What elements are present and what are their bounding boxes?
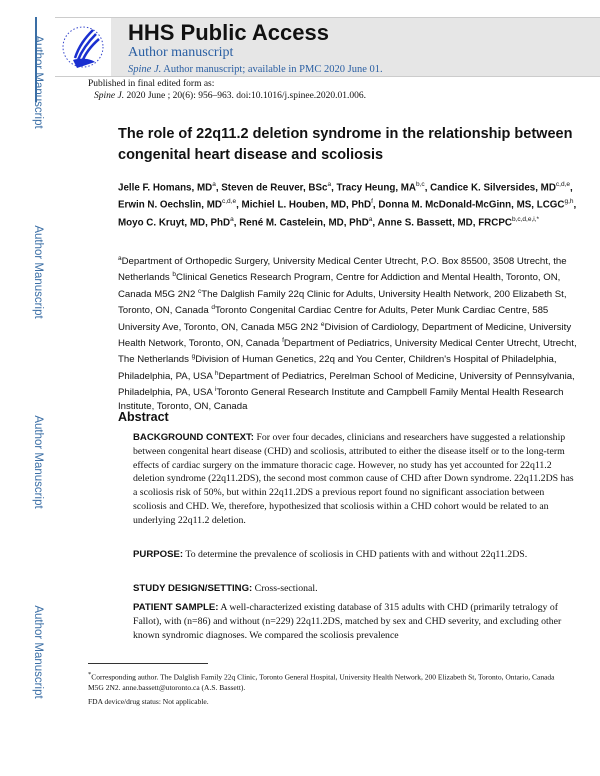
side-label: Author Manuscript — [32, 225, 44, 319]
affiliation: Division of Human Genetics, 22q and You Center, Children's Hospital of Philadelphia, Philadelphia, PA, USA — [118, 354, 557, 382]
author: Candice K. Silversides, MD — [430, 182, 556, 194]
author: Tracy Heung, MA — [336, 182, 417, 194]
affiliation: Department of Orthopedic Surgery, University Medical Center Utrecht, P.O. Box 85500, 3508 Utrecht, the Netherlands — [118, 256, 567, 284]
hhs-header — [55, 17, 600, 77]
header-subtitle: Author manuscript — [128, 45, 234, 60]
affiliation: Division of Cardiology, Department of Medicine, University Health Network, Toronto, ON, Canada — [118, 321, 572, 350]
affiliation-mark: g — [191, 353, 196, 361]
author: Anne S. Bassett, MD, FRCPC — [377, 216, 512, 228]
affiliation-mark: a — [118, 255, 122, 262]
affiliation-mark: b — [172, 271, 177, 279]
affiliation: The Dalglish Family 22q Clinic for Adults, University Health Network, 200 Elizabeth St, Toronto, ON, Canada — [118, 288, 567, 317]
author-affiliation-mark: f — [371, 198, 373, 206]
affiliation-mark: e — [320, 320, 325, 328]
author: Erwin N. Oechslin, MD — [118, 199, 222, 211]
author-affiliation-mark: a — [368, 215, 373, 223]
author: Moyo C. Kruyt, MD, PhD — [118, 216, 231, 228]
author-affiliation-mark: c,d,e — [221, 198, 237, 206]
author: Steven de Reuver, BSc — [221, 182, 328, 194]
affiliation: Department of Pediatrics, Perelman School of Medicine, University of Pennsylvania, Philadelphia, PA, USA — [118, 370, 575, 399]
published-citation: Published in final edited form as: Spine J. 2020 June ; 20(6): 956–963. doi:10.1016/j.spinee.2020.01.006. — [88, 79, 367, 101]
affiliation: Clinical Genetics Research Program, Centre for Addiction and Mental Health, Toronto, ON, Canada M5G 2N2 — [118, 272, 561, 300]
author: Michiel L. Houben, MD, PhD — [241, 199, 372, 211]
abstract-heading: Abstract — [118, 410, 169, 424]
affiliation-mark: d — [211, 304, 215, 312]
author-affiliation-mark: a — [230, 215, 234, 223]
author-affiliation-mark: c,d,e — [555, 181, 571, 188]
author-list: Jelle F. Homans, $MD^a$, Steven de Reuver, BSc$^a$, Tracy Heung, MA$^{b,c}$, Candice K. Silversides, MD$^{c,d,e}$, Erwin N. Oechslin, MD$^{c,d,e}$, Michiel L. Houben, MD, PhD$^f$, Donna M. McDonald-McGinn, MS, LCGC$^{g,h}$, Moyo C. Kruyt, MD, PhD$^a$, René M. Castelein, MD, PhD$^a$, Anne S. Bassett, MD, $FRCPC^{b,c,d,e,i,*}$ — [118, 181, 577, 228]
author: Donna M. McDonald-McGinn, MS, LCGC — [378, 199, 565, 211]
author: Jelle F. Homans, MD — [118, 182, 213, 194]
author-affiliation-mark: a — [212, 181, 216, 188]
author-affiliation-mark: b,c,d,e,i,* — [511, 215, 540, 223]
footnote-rule — [88, 663, 208, 664]
affiliation: Toronto General Research Institute and Campbell Family Mental Health Research Institute, Toronto, ON, Canada — [118, 387, 564, 412]
affiliations — [118, 252, 583, 413]
article-title: The role of 22q11.2 deletion syndrome in the relationship between congenital heart disease and scoliosis — [118, 126, 573, 163]
affiliation-mark: c — [198, 287, 202, 295]
header-title: HHS Public Access — [128, 20, 329, 45]
side-label: Author Manuscript — [32, 605, 44, 699]
abstract-purpose: PURPOSE: To determine the prevalence of scoliosis in CHD patients with and without 22q11.2DS. — [133, 549, 528, 560]
author-affiliation-mark: g,h — [564, 198, 574, 206]
side-label: Author Manuscript — [32, 35, 44, 129]
corresponding-footnote: *Corresponding author. The Dalglish Family 22q Clinic, Toronto General Hospital, University Health Network, 200 Elizabeth St, Toronto, Ontario, Canada M5G 2N2. anne.bassett@utoronto.ca (A.S. Bassett). — [88, 671, 555, 692]
abstract-patient-sample: PATIENT SAMPLE: A well-characterized existing database of 315 adults with CHD (primarily tetralogy of Fallot), with (n=86) and without (n=229) 22q11.2DS, matched by sex and CHD severity, and excluding other known syndromic diagnoses. We compared the scoliosis prevalence — [133, 602, 562, 641]
author: René M. Castelein, MD, PhD — [239, 216, 369, 228]
abstract-background: BACKGROUND CONTEXT: For over four decades, clinicians and researchers have suggested a relationship between congenital heart disease (CHD) and scoliosis, attributed to either the disease itself or to the long-term effects of cardiac surgery on the immature thoracic cage. However, no study has yet accounted for 22q11.2 deletion syndrome (22q11.2DS), the second most common cause of CHD after Down syndrome. 22q11.2DS has a scoliosis risk of 50%, but within 22q11.2DS a previous report found no significant association between scoliosis and CHD. We, therefore, hypothesized that scoliosis within a CHD cohort would be related to an underlying 22q11.2 deletion. — [133, 432, 574, 526]
affiliation: Toronto Congenital Cardiac Centre for Adults, Peter Munk Cardiac Centre, 585 University Ave, Toronto, ON, Canada M5G 2N2 — [118, 305, 549, 333]
affiliation: Department of Pediatrics, University Medical Center Utrecht, Utrecht, The Netherlands — [118, 338, 577, 366]
fda-footnote: FDA device/drug status: Not applicable. — [88, 697, 209, 706]
header-availability: Spine J. Author manuscript; available in PMC 2020 June 01. — [128, 64, 383, 75]
side-label: Author Manuscript — [32, 415, 44, 509]
affiliation-mark: i — [214, 386, 217, 394]
abstract-study-design: STUDY DESIGN/SETTING: Cross-sectional. — [133, 583, 318, 594]
author-affiliation-mark: b,c — [416, 181, 425, 188]
hhs-eagle-logo-icon — [55, 18, 111, 76]
author-affiliation-mark: a — [327, 181, 332, 188]
affiliation-mark: h — [214, 369, 219, 377]
affiliation-mark: f — [282, 336, 284, 344]
